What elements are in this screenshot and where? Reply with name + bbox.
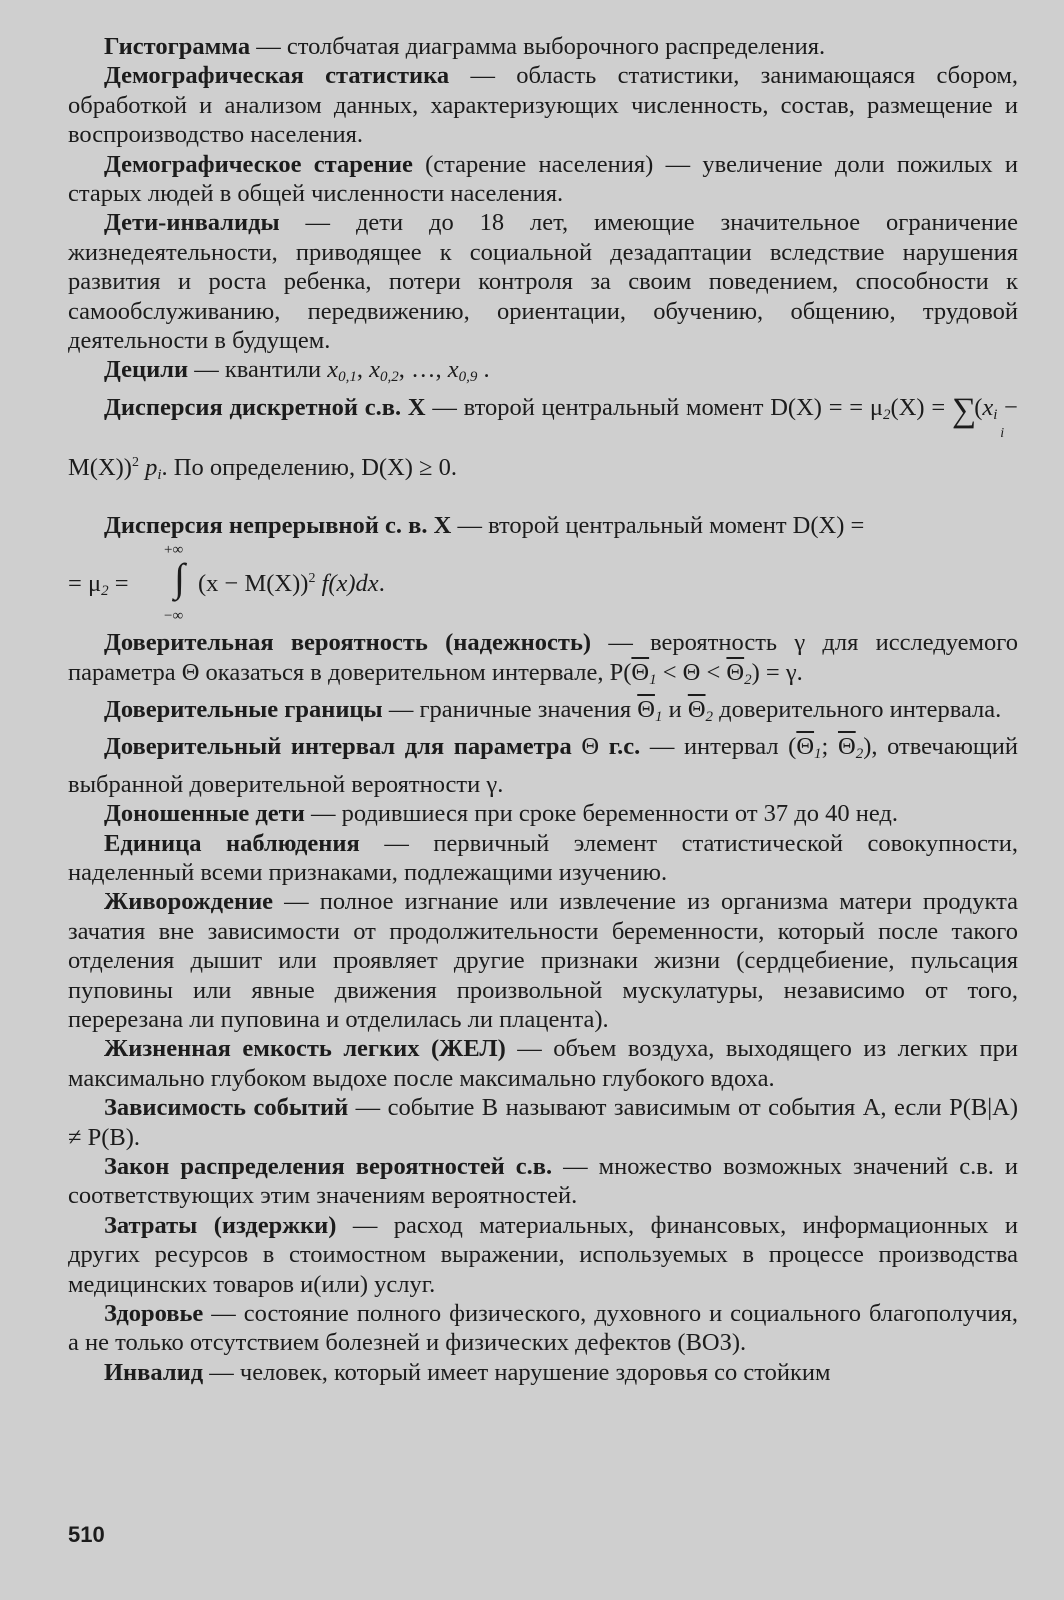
definition: — расход материальных, финансовых, информационных и других ресурсов в стоимостном выражении, используемых в процессе производства медицинских товаров и(или) услуг. — [68, 1211, 1018, 1298]
entry-deciles — [68, 355, 1018, 392]
formula-lead — [68, 570, 129, 600]
term: Доношенные дети — [104, 800, 305, 828]
definition: — интервал ( — [640, 733, 797, 761]
entry-full-term-children — [68, 799, 1018, 828]
subscript: 1 — [654, 708, 663, 725]
formula-part: − M(X)) — [68, 393, 1019, 482]
formula-part: < Θ < — [656, 658, 727, 686]
term: Жизненная емкость легких (ЖЕЛ) — [104, 1035, 506, 1063]
math-x: x — [369, 356, 381, 384]
formula-part: . По определению, D(X) ≥ 0. — [161, 454, 457, 482]
definition: — дети до 18 лет, имеющие значительное ограничение жизнедеятельности, приводящее к социальной дезадаптации вследствие нарушения развития и роста ребенка, потери контроля за своим поведением, способности к самообслуживанию, передвижению, ориентации, обучению, общению, трудовой деятельности в будущем. — [68, 209, 1018, 355]
formula-part: = μ — [68, 570, 102, 598]
entry-disabled-children — [68, 208, 1018, 355]
subscript: 0,2 — [380, 369, 399, 386]
subscript: 2 — [744, 671, 752, 688]
integral-sign: ∫ — [174, 555, 185, 601]
ellipsis: … — [411, 356, 436, 384]
integral-lower-limit: −∞ — [164, 608, 184, 625]
subscript: 1 — [814, 746, 822, 763]
formula-part: ; — [821, 733, 838, 761]
integral-formula — [68, 540, 1018, 628]
sum-sign: ∑ — [951, 391, 977, 429]
term: Зависимость событий — [104, 1094, 349, 1122]
theta-bar: $\overline{\Theta}$ — [687, 695, 706, 723]
definition: — событие B называют зависимым от события A, если P(B|A) ≠ P(B). — [68, 1094, 1018, 1151]
subscript: 1 — [649, 671, 657, 688]
separator: , — [356, 356, 370, 384]
subscript: 0,1 — [338, 369, 357, 386]
entry-disabled-person — [68, 1358, 1018, 1387]
subscript: 2 — [705, 708, 714, 725]
definition: — граничные значения — [382, 695, 638, 723]
definition: — полное изгнание или извлечение из организма матери продукта зачатия вне зависимости от продолжительности беременности, который после такого отделения дышит или проявляет другие признаки жизни (сердцебиение, пульсация пуповины или явные движения произвольной мускулатуры, независимо от того, перерезана ли пуповина и отделилась ли плацента). — [68, 888, 1018, 1033]
entry-demographic-ageing — [68, 150, 1018, 209]
term: Доверительные границы — [104, 695, 383, 723]
entry-confidence-probability — [68, 628, 1018, 695]
integral-upper-limit: +∞ — [164, 542, 184, 559]
term: Гистограмма — [104, 33, 251, 60]
entry-vital-capacity — [68, 1034, 1018, 1093]
entry-health — [68, 1299, 1018, 1358]
subscript: i — [157, 467, 162, 484]
definition: — первичный элемент статистической совокупности, наделенный всеми признаками, подлежащими изучению. — [68, 829, 1018, 886]
subscript: 2 — [101, 583, 109, 600]
theta-symbol: Θ — [571, 733, 609, 761]
formula-part: доверительного интервала. — [713, 695, 1002, 723]
term: Здоровье — [104, 1300, 204, 1328]
definition: — второй центральный момент D(X) = — [451, 511, 865, 539]
separator: , — [398, 356, 412, 384]
entry-confidence-interval — [68, 732, 1018, 799]
term: Демографическая статистика — [104, 62, 450, 90]
term: Доверительный интервал для параметра — [104, 733, 572, 761]
page-number: 510 — [68, 1522, 105, 1547]
sum-index: i — [1000, 425, 1005, 441]
theta-bar: $\overline{\Theta}$ — [631, 658, 650, 686]
formula-part: = — [108, 570, 129, 598]
term: Единица наблюдения — [104, 829, 360, 857]
glossary-text — [68, 32, 1018, 1387]
definition: — второй центральный момент D(X) = = μ — [425, 393, 884, 421]
subscript: 0,9 — [458, 369, 478, 386]
term: Инвалид — [104, 1358, 204, 1386]
math-x: x — [447, 356, 459, 384]
density-function: f(x)dx — [321, 570, 379, 598]
entry-demographic-statistics — [68, 61, 1018, 149]
definition: — объем воздуха, выходящего из легких при максимально глубоком выдохе после максимально глубокого вдоха. — [68, 1035, 1018, 1092]
entry-histogram — [68, 32, 1018, 61]
formula-part: . — [378, 570, 385, 598]
definition: — множество возможных значений с.в. и соответствующих этим значениям вероятностей. — [68, 1153, 1019, 1210]
entry-live-birth — [68, 887, 1018, 1034]
definition: (старение населения) — увеличение доли пожилых и старых людей в общей численности населения. — [68, 150, 1018, 208]
term: Дети-инвалиды — [104, 209, 280, 237]
formula-part: ) = γ. — [751, 658, 803, 686]
definition: — состояние полного физического, духовного и социального благополучия, а не только отсутствием болезней и физических дефектов (ВОЗ). — [68, 1300, 1018, 1357]
definition: — родившиеся при сроке беременности от 37 до 40 нед. — [304, 800, 899, 828]
terminator: . — [477, 356, 490, 384]
entry-discrete-variance — [68, 393, 1018, 491]
theta-bar: $\overline{\Theta}$ — [837, 733, 856, 761]
formula-part: и — [662, 695, 688, 723]
formula-part: (X) = — [890, 393, 952, 421]
formula-part: ( — [974, 393, 983, 421]
math-x: x — [982, 393, 994, 421]
formula-part: ), отвечающий выбранной доверительной вероятности γ. — [68, 733, 1018, 798]
term: Децили — [104, 356, 189, 384]
theta-bar: $\overline{\Theta}$ — [637, 695, 655, 723]
subscript: i — [993, 406, 998, 423]
definition: — область статистики, занимающаяся сбором, обработкой и анализом данных, характеризующих численность, состав, размещение и воспроизводство населения. — [68, 62, 1018, 149]
subscript: 2 — [855, 746, 864, 763]
term: Демографическое старение — [104, 150, 413, 178]
term: Дисперсия дискретной с.в. X — [104, 393, 426, 421]
definition: — столбчатая диаграмма выборочного распределения. — [250, 33, 826, 60]
theta-bar: $\overline{\Theta}$ — [796, 733, 815, 761]
entry-confidence-limits — [68, 695, 1018, 732]
term: Дисперсия непрерывной с. в. X — [104, 511, 452, 539]
term: Живорождение — [104, 888, 274, 916]
separator: , — [435, 356, 448, 384]
definition: — квантили — [188, 356, 328, 384]
entry-event-dependence — [68, 1093, 1018, 1152]
entry-continuous-variance — [68, 511, 1018, 540]
entry-distribution-law — [68, 1152, 1018, 1211]
subscript: 2 — [883, 406, 891, 423]
theta-bar: $\overline{\Theta}$ — [726, 658, 745, 686]
term: Затраты (издержки) — [104, 1211, 337, 1239]
integrand — [198, 570, 385, 598]
formula-part: (x − M(X)) — [198, 570, 309, 598]
term: Доверительная вероятность (надежность) — [104, 629, 592, 657]
term: г.с. — [608, 733, 641, 761]
math-p: p — [145, 454, 158, 482]
term: Закон распределения вероятностей с.в. — [104, 1153, 553, 1180]
math-x: x — [327, 356, 339, 384]
superscript: 2 — [131, 455, 139, 471]
entry-observation-unit — [68, 829, 1018, 888]
definition: — человек, который имеет нарушение здоровья со стойким — [203, 1358, 831, 1386]
definition: — вероятность γ для исследуемого параметра Θ оказаться в доверительном интервале, P( — [68, 629, 1018, 686]
superscript: 2 — [308, 571, 316, 587]
entry-costs — [68, 1211, 1018, 1299]
